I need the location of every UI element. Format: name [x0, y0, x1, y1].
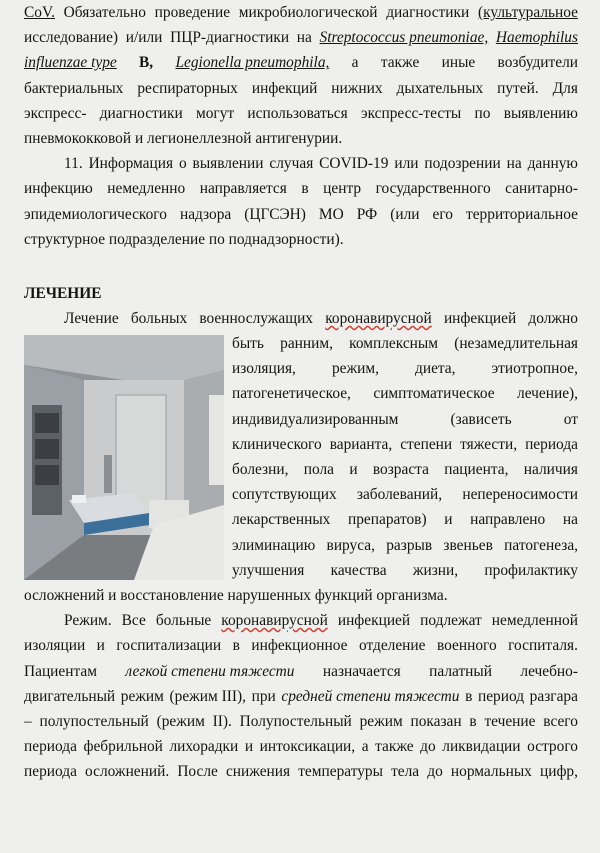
word: жизни,: [412, 561, 459, 579]
word: подлежат: [420, 612, 482, 630]
word: элиминацию: [232, 536, 316, 554]
word: исследование): [24, 29, 119, 47]
word: температуры: [298, 763, 383, 781]
text-line: [24, 633, 578, 658]
word: полупостельный: [39, 712, 149, 730]
word: двигательный: [24, 687, 116, 705]
word: диагностики: [99, 104, 183, 122]
word: профилактику: [484, 561, 578, 579]
word: легкой степени тяжести: [125, 662, 295, 680]
word: и: [244, 738, 254, 756]
word: государственного: [375, 180, 491, 198]
word: выявлении: [192, 155, 264, 173]
text-line: [24, 227, 578, 252]
word: его: [432, 205, 453, 223]
word: Информация: [88, 155, 174, 173]
word: инфекцию: [24, 180, 93, 198]
word: (режим: [156, 712, 205, 730]
word: МО: [318, 205, 344, 223]
word: диагностики: [386, 4, 470, 21]
word: и: [444, 511, 453, 529]
word: РФ: [356, 205, 378, 223]
text-line: [232, 432, 578, 457]
word: при: [251, 687, 276, 705]
word: больные: [155, 612, 212, 630]
word: периода: [525, 435, 578, 453]
word: (зависеть: [450, 410, 512, 428]
text-line: [232, 482, 578, 507]
word: сопутствующих: [232, 486, 337, 504]
word: возраста: [372, 461, 429, 478]
word: Legionella pneumophila,: [175, 54, 330, 72]
word: коронавирусной: [325, 309, 432, 327]
word: направляется: [199, 180, 287, 198]
word: интоксикации,: [259, 738, 356, 756]
text-line: [232, 407, 578, 432]
word: Streptococcus pneumoniae,: [319, 29, 489, 47]
word: эпидемиологического: [24, 205, 167, 223]
text-line: [232, 507, 578, 532]
word: influenzae type: [24, 54, 117, 72]
text-line: [232, 356, 578, 381]
word: лихорадки: [169, 738, 239, 756]
word: использоваться: [247, 104, 348, 122]
word: структурное подразделение по поднадзорности).: [24, 230, 344, 248]
word: возбудители: [497, 54, 578, 72]
word: диета,: [415, 360, 456, 378]
word: комплексным: [349, 335, 438, 353]
word: CoV.: [24, 4, 55, 21]
word: (культуральное: [477, 4, 578, 21]
text-line: [24, 202, 578, 227]
word: режим,: [331, 360, 379, 378]
text-line: [24, 176, 578, 201]
word: Лечение: [64, 309, 119, 327]
word: в: [465, 687, 473, 705]
word: военного: [436, 637, 497, 655]
text-line: [24, 151, 578, 176]
word: респираторных: [137, 79, 238, 97]
word: лекарственных: [232, 511, 331, 529]
word: санитарно-: [505, 180, 578, 198]
text-line: [24, 25, 578, 50]
text-line: [24, 684, 578, 709]
text-line: [24, 759, 578, 784]
word: территориальное: [466, 205, 578, 223]
word: (режим III),: [169, 687, 246, 705]
word: инфекций: [251, 79, 318, 97]
text-line: [24, 101, 578, 126]
word: (или: [390, 205, 420, 223]
word: течение: [484, 712, 536, 730]
word: этиотропное,: [491, 360, 578, 378]
word: нижних: [331, 79, 383, 97]
text-line: [24, 608, 578, 633]
word: центр: [323, 180, 362, 198]
paragraph-11: [24, 151, 578, 252]
word: период: [477, 687, 525, 705]
word: фебрильной: [83, 738, 163, 756]
text-line: [24, 0, 578, 25]
text-line: [232, 533, 578, 558]
word: пациента,: [444, 461, 509, 478]
word: военнослужащих: [199, 309, 314, 327]
word: госпитализации: [116, 637, 222, 655]
word: ранним,: [280, 335, 333, 353]
word: Полупостельный: [239, 712, 352, 730]
paragraph-treatment-first-line: [24, 306, 578, 331]
word: наличия: [523, 461, 578, 478]
word: и/или: [125, 29, 163, 47]
word: режим: [120, 687, 164, 705]
word: После: [177, 763, 218, 781]
word: варианта,: [329, 435, 393, 453]
word: иные: [441, 54, 476, 72]
word: качества: [330, 561, 387, 579]
word: периода: [24, 738, 77, 756]
word: микробиологической: [238, 4, 378, 21]
word: а: [351, 54, 359, 72]
word: Все: [121, 612, 146, 630]
word: инфекцией: [443, 309, 517, 327]
paragraph-treatment-last-line: [24, 583, 578, 608]
section-heading: ЛЕЧЕНИЕ: [24, 284, 102, 302]
word: средней степени тяжести: [281, 687, 460, 705]
word: изоляция,: [232, 360, 296, 378]
word: госпиталя.: [508, 637, 578, 655]
text-line: [232, 331, 578, 356]
word: отделение: [358, 637, 426, 655]
word: симптоматическое: [373, 385, 495, 403]
word: препаратов): [348, 511, 427, 529]
text-line: [232, 457, 578, 482]
word: немедленной: [491, 612, 578, 630]
word: пневмококковой и легионеллезной антигенурии.: [24, 129, 343, 147]
word: инфекцией: [337, 612, 411, 630]
word: до: [427, 763, 443, 781]
word: подозрении: [424, 155, 501, 173]
word: до: [420, 738, 436, 756]
text-line: [24, 583, 578, 608]
word: также: [380, 54, 420, 72]
word: на: [296, 29, 312, 47]
word: острого: [527, 738, 578, 756]
word: цифр,: [539, 763, 578, 781]
word: всего: [543, 712, 578, 730]
word: лечебно-: [520, 662, 578, 680]
word: случая: [269, 155, 314, 173]
word: экспресс-: [24, 104, 87, 122]
word: ПЦР-диагностики: [170, 29, 290, 47]
word: немедленно: [107, 180, 186, 198]
text-line: [232, 558, 578, 583]
text-line: [24, 306, 578, 331]
paragraph-treatment-wrapped: [232, 331, 578, 583]
text-line: [24, 50, 578, 75]
word: нормальных: [450, 763, 532, 781]
word: экспресс-тесты: [360, 104, 462, 122]
word: больных: [130, 309, 188, 327]
word: быть: [232, 335, 264, 353]
word: индивидуализированным: [232, 410, 399, 428]
word: инфекционное: [251, 637, 348, 655]
word: (незамедлительная: [454, 335, 578, 353]
word: коронавирусной: [221, 612, 328, 630]
word: палатный: [429, 662, 492, 680]
word: B,: [139, 54, 154, 72]
word: патогенетическое,: [232, 385, 351, 403]
word: Режим.: [64, 612, 112, 630]
word: осложнений и восстановление нарушенных функций организма.: [24, 586, 448, 604]
word: должно: [528, 309, 578, 327]
word: назначается: [322, 662, 401, 680]
text-line: [24, 126, 578, 151]
word: заболеваний,: [356, 486, 443, 504]
word: на: [506, 155, 522, 173]
word: степени: [400, 435, 453, 453]
word: от: [563, 410, 578, 428]
word: клинического: [232, 435, 322, 453]
word: 11.: [64, 155, 83, 173]
word: и: [96, 637, 105, 655]
word: Обязательно: [63, 4, 146, 21]
word: Для: [552, 79, 578, 97]
word: также: [375, 738, 414, 756]
word: могут: [195, 104, 235, 122]
word: ликвидации: [442, 738, 521, 756]
text-line: [24, 76, 578, 101]
word: –: [24, 712, 32, 730]
text-line: [24, 734, 578, 759]
word: а: [361, 738, 369, 756]
word: улучшения: [232, 561, 305, 579]
word: непереносимости: [462, 486, 578, 504]
word: проведение: [154, 4, 231, 21]
word: в: [469, 712, 477, 730]
word: разгара: [529, 687, 578, 705]
word: на: [562, 511, 578, 529]
word: о: [178, 155, 187, 173]
word: периода: [24, 763, 77, 781]
word: показан: [410, 712, 462, 730]
word: II).: [212, 712, 232, 730]
paragraph-diagnostics: [24, 0, 578, 151]
text-line: [24, 659, 578, 684]
word: болезни,: [232, 461, 289, 478]
word: (ЦГСЭН): [244, 205, 306, 223]
word: вируса,: [326, 536, 375, 554]
word: изоляции: [24, 637, 86, 655]
word: по: [474, 104, 491, 122]
word: режим: [359, 712, 403, 730]
word: и: [349, 461, 358, 478]
paragraph-regime: [24, 608, 578, 784]
word: выявлению: [503, 104, 578, 122]
word: в: [301, 180, 309, 198]
word: путей.: [497, 79, 539, 97]
word: направлено: [470, 511, 546, 529]
word: разрыв: [386, 536, 433, 554]
word: снижения: [225, 763, 291, 781]
word: дыхательных: [396, 79, 484, 97]
word: бактериальных: [24, 79, 124, 97]
word: тяжести,: [460, 435, 518, 453]
hospital-ward-photo: [24, 335, 224, 580]
word: пола: [303, 461, 334, 478]
word: звеньев: [443, 536, 493, 554]
word: данную: [527, 155, 578, 173]
word: в: [232, 637, 240, 655]
word: Пациентам: [24, 662, 97, 680]
word: патогенеза,: [504, 536, 578, 554]
word: надзора: [179, 205, 232, 223]
word: тела: [391, 763, 420, 781]
text-line: [232, 381, 578, 406]
word: лечение),: [517, 385, 578, 403]
word: COVID-19: [319, 155, 389, 173]
word: или: [394, 155, 419, 173]
text-line: [24, 709, 578, 734]
word: осложнений.: [85, 763, 170, 781]
word: Haemophilus: [495, 29, 578, 47]
